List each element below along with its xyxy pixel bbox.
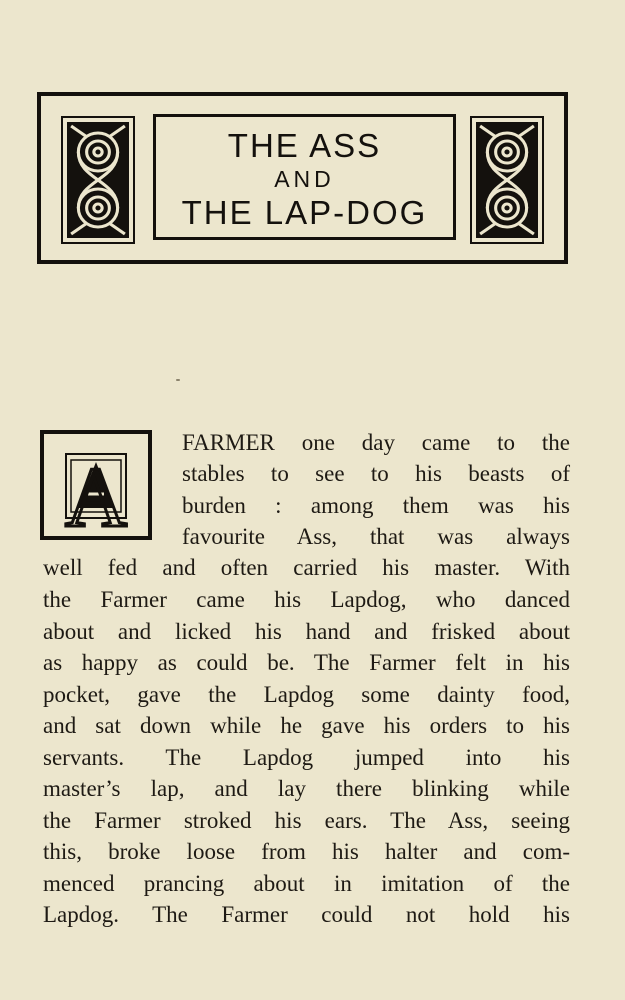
title-line-3: THE LAP-DOG (181, 194, 428, 231)
text-line: well fed and often carried his master. With (43, 555, 570, 580)
title-line-2: AND (274, 166, 335, 192)
text-line: about and licked his hand and frisked about (43, 619, 570, 644)
text-line: this, broke loose from his halter and com- (43, 839, 570, 864)
drop-cap (40, 430, 152, 540)
text-line: the Farmer stroked his ears. The Ass, seeing (43, 808, 570, 833)
text-line: pocket, gave the Lapdog some dainty food, (43, 682, 570, 707)
text-line: the Farmer came his Lapdog, who danced (43, 587, 570, 612)
text-line: servants. The Lapdog jumped into his (43, 745, 570, 770)
paper-speck (176, 379, 180, 381)
celtic-knot-icon (470, 116, 544, 244)
text-line: stables to see to his beasts of (182, 461, 570, 486)
text-line: as happy as could be. The Farmer felt in his (43, 650, 570, 675)
text-line: Lapdog. The Farmer could not hold his (43, 902, 570, 927)
text-line: FARMER one day came to the (182, 430, 570, 455)
title-ornament-frame (37, 92, 568, 264)
text-line: master’s lap, and lay there blinking while (43, 776, 570, 801)
drop-cap-letter: A (64, 449, 128, 536)
text-line: favourite Ass, that was always (182, 524, 570, 549)
text-line: burden : among them was his (182, 493, 570, 518)
title-box (153, 114, 456, 240)
title-line-1: THE ASS (227, 127, 382, 164)
text-line: menced prancing about in imitation of the (43, 871, 570, 896)
text-line: and sat down while he gave his orders to his (43, 713, 570, 738)
celtic-knot-icon (61, 116, 135, 244)
